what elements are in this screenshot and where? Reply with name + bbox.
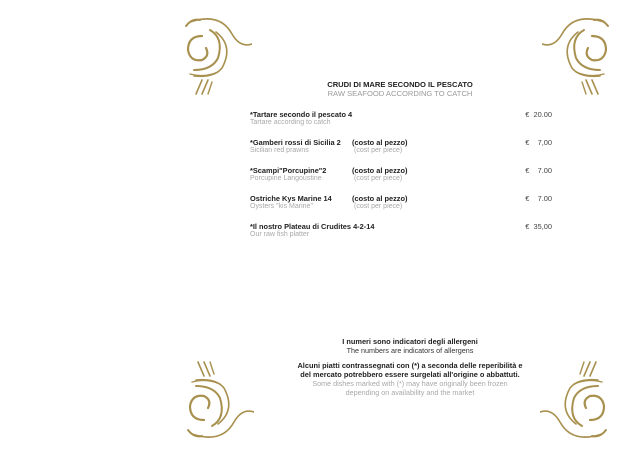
swirl-ornament-icon (182, 358, 254, 442)
corner-ornament-bottom-left (182, 358, 254, 442)
frozen-note-it-line1: Alcuni piatti contrassegnati con (*) a seconda delle reperibilità e (297, 361, 523, 370)
item-name: *Gamberi rossi di Sicilia 2 (250, 138, 341, 147)
frozen-note-en-line2: depending on availability and the market (345, 388, 475, 397)
item-description: Oysters "kis Marine" (250, 203, 313, 210)
item-note-en: (cost per piece) (354, 203, 403, 210)
item-name: *Scampi"Porcupine"2 (250, 166, 327, 175)
item-description: Our raw fish platter (250, 231, 310, 238)
section-title: CRUDI DI MARE SECONDO IL PESCATO (327, 80, 473, 89)
item-price: € 35,00 (525, 222, 552, 231)
item-price: € 7.00 (525, 166, 552, 175)
menu-item (250, 222, 552, 244)
item-price: € 7.00 (525, 194, 552, 203)
item-description: Tartare according to catch (250, 119, 331, 126)
item-note: (costo al pezzo) (352, 166, 408, 175)
item-name: *Tartare secondo il pescato 4 (250, 110, 353, 119)
item-name: Ostriche Kys Marine 14 (250, 194, 332, 203)
item-note-en: (cost per piece) (354, 147, 403, 154)
frozen-note (270, 361, 550, 397)
item-note: (costo al pezzo) (352, 138, 408, 147)
menu-item (250, 194, 552, 216)
item-description: Sicilian red prawns (250, 147, 309, 154)
menu-item (250, 138, 552, 160)
item-note-en: (cost per piece) (354, 175, 403, 182)
item-price: € 7,00 (525, 138, 552, 147)
allergen-note-it: I numeri sono indicatori degli allergeni (342, 337, 478, 346)
frozen-note-it-line2: del mercato potrebbero essere surgelati all'origine o abbattuti. (300, 370, 520, 379)
menu-item (250, 166, 552, 188)
item-price: € 20.00 (525, 110, 552, 119)
item-note: (costo al pezzo) (352, 194, 408, 203)
item-description: Porcupine Langoustine (250, 175, 322, 182)
frozen-note-en-line1: Some dishes marked with (*) may have originally been frozen (312, 379, 508, 388)
section-subtitle: RAW SEAFOOD ACCORDING TO CATCH (327, 89, 473, 98)
swirl-ornament-icon (540, 358, 612, 442)
allergen-note-en: The numbers are indicators of allergens (346, 346, 474, 355)
item-name: *Il nostro Plateau di Crudites 4-2-14 (250, 222, 375, 231)
allergen-note (270, 337, 550, 355)
menu-item (250, 110, 552, 132)
corner-ornament-bottom-right (540, 358, 612, 442)
